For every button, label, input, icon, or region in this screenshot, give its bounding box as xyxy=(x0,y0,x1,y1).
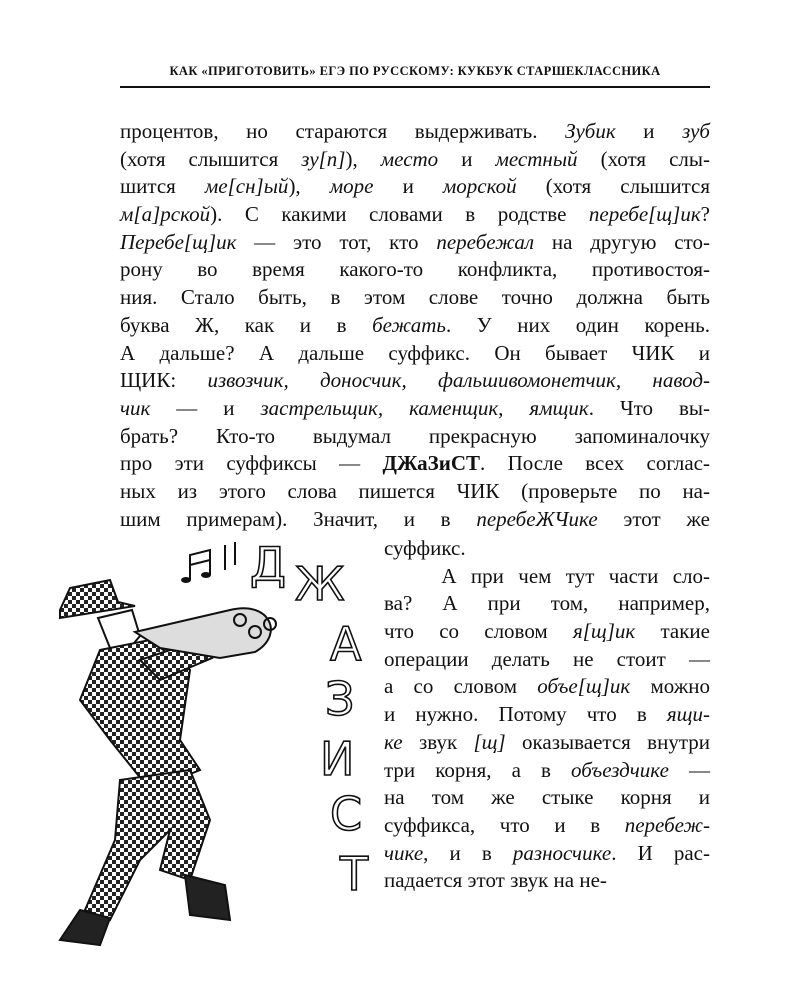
text-line xyxy=(120,340,710,368)
text-run: ). С какими словами в родстве xyxy=(210,202,589,227)
text-run: оказывается внутри xyxy=(505,729,710,754)
text-run: перебеЖЧике xyxy=(476,506,598,531)
text-run: перебежал xyxy=(436,229,534,254)
text-run: (хотя слышится xyxy=(120,146,302,171)
text-run: падается этот звук на не- xyxy=(384,868,607,893)
text-run: шим примерам). Значит, и в xyxy=(120,506,477,531)
text-run: и xyxy=(438,146,496,171)
text-run: . После всех соглас- xyxy=(480,451,710,476)
saxophonist-illustration xyxy=(40,540,380,980)
header-rule xyxy=(120,86,710,88)
text-run: на том же стыке корня и xyxy=(384,785,710,810)
text-run: местный xyxy=(495,146,578,171)
text-run: этот же xyxy=(597,506,710,531)
text-run: ), xyxy=(345,146,381,171)
illustration-letter: З xyxy=(325,672,355,726)
text-run: и xyxy=(373,174,443,199)
text-run: такие xyxy=(635,619,710,644)
illustration-letter: А xyxy=(330,617,362,671)
text-run: звук xyxy=(402,729,474,754)
text-run: шится xyxy=(120,174,205,199)
text-line xyxy=(120,423,710,451)
text-line xyxy=(120,173,710,201)
text-run: ме[сн]ый xyxy=(204,174,289,199)
text-line xyxy=(384,784,710,812)
illustration-letter: Ж xyxy=(295,557,345,611)
text-run: [щ] xyxy=(473,729,506,754)
text-run: ЩИК: xyxy=(120,368,208,393)
text-line xyxy=(120,284,710,312)
text-run: операции делать не стоит — xyxy=(384,646,710,671)
text-run: море xyxy=(329,174,374,199)
text-run: перебеж- xyxy=(624,812,710,837)
text-line xyxy=(384,757,710,785)
text-line xyxy=(120,256,710,284)
text-run: суффикс. xyxy=(384,536,466,560)
text-run: суффикса, что и в xyxy=(384,812,625,837)
text-run: чик xyxy=(120,395,151,420)
text-run: . Что вы- xyxy=(588,395,710,420)
text-line xyxy=(120,229,710,257)
text-run: место xyxy=(380,146,439,171)
text-run: (хотя слы- xyxy=(577,146,710,171)
text-run: — и xyxy=(150,395,261,420)
text-run: А дальше? А дальше суффикс. Он бывает ЧИК и xyxy=(120,340,710,365)
text-run: объе[щ]ик xyxy=(537,674,631,699)
text-run: Перебе[щ]ик xyxy=(120,229,237,254)
text-line xyxy=(384,563,710,591)
text-run: и нужно. Потому что в xyxy=(384,702,667,727)
text-run: объездчике xyxy=(571,757,669,782)
text-line xyxy=(384,840,710,868)
text-line xyxy=(384,673,710,701)
text-run: Зубик xyxy=(565,119,616,143)
text-line xyxy=(384,646,710,674)
text-run: ния. Стало быть, в этом слове точно должна быть xyxy=(120,285,710,310)
text-run: ? xyxy=(700,202,710,227)
text-run: . У них один корень. xyxy=(445,312,710,337)
text-line xyxy=(120,118,710,146)
text-run: морской xyxy=(442,174,517,199)
text-line xyxy=(384,729,710,757)
text-run: три корня, а в xyxy=(384,757,572,782)
text-line xyxy=(384,812,710,840)
text-line xyxy=(384,618,710,646)
text-run: извозчик, доносчик, фальшивомонетчик, навод- xyxy=(207,368,710,393)
illustration-letter: Т xyxy=(340,847,369,901)
text-run: что со словом xyxy=(384,619,573,644)
text-run: чике xyxy=(384,840,424,865)
text-run: про эти суффиксы — xyxy=(120,451,383,476)
text-line xyxy=(120,450,710,478)
text-run: зуб xyxy=(682,119,710,143)
narrow-column-text xyxy=(384,535,710,895)
text-run: , и в xyxy=(423,840,513,865)
text-run: на другую сто- xyxy=(534,229,711,254)
text-run: ящи- xyxy=(666,702,710,727)
illustration-letter: С xyxy=(330,787,363,841)
text-run: ке xyxy=(384,729,403,754)
text-run: и xyxy=(615,119,683,143)
text-run: бежать xyxy=(372,312,446,337)
text-line xyxy=(120,478,710,506)
text-run: брать? Кто-то выдумал прекрасную запоминалочку xyxy=(120,423,710,448)
text-run: разносчике xyxy=(512,840,612,865)
text-line xyxy=(120,146,710,174)
text-run: перебе[щ]ик xyxy=(588,202,701,227)
text-run: буква Ж, как и в xyxy=(120,312,373,337)
text-run: ва? А при том, например, xyxy=(384,591,710,616)
text-run: ДЖаЗиСТ xyxy=(382,451,481,476)
full-width-text xyxy=(120,118,710,533)
text-run: я[щ]ик xyxy=(572,619,636,644)
text-run: ных из этого слова пишется ЧИК (проверьте по на- xyxy=(120,478,710,503)
running-header: КАК «ПРИГОТОВИТЬ» ЕГЭ ПО РУССКОМУ: КУКБУК СТАРШЕКЛАССНИКА xyxy=(169,64,661,78)
text-line xyxy=(384,590,710,618)
text-run: ), xyxy=(288,174,330,199)
text-run: рону во время какого-то конфликта, противостоя- xyxy=(120,257,710,282)
text-line xyxy=(384,535,710,563)
illustration-letter: И xyxy=(320,732,355,786)
text-run: застрельщик, каменщик, ямщик xyxy=(260,395,589,420)
text-run: (хотя слышится xyxy=(516,174,710,199)
left-shoe xyxy=(60,910,110,945)
text-run: А при чем тут части сло- xyxy=(384,563,710,588)
text-run: процентов, но стараются выдерживать. xyxy=(120,119,566,143)
text-line xyxy=(384,701,710,729)
text-line xyxy=(120,506,710,534)
text-run: зу[п] xyxy=(301,146,346,171)
text-run: . И рас- xyxy=(611,840,710,865)
illustration-letter: Д xyxy=(250,540,286,591)
text-line xyxy=(120,201,710,229)
text-run: — xyxy=(668,757,711,782)
text-line xyxy=(120,395,710,423)
text-line xyxy=(384,867,710,895)
right-shoe xyxy=(185,875,230,920)
music-notes xyxy=(190,542,235,580)
text-run: м[а]рской xyxy=(120,202,211,227)
text-run: — это тот, кто xyxy=(236,229,437,254)
text-run: а со словом xyxy=(384,674,538,699)
text-line xyxy=(120,367,710,395)
text-line xyxy=(120,312,710,340)
text-run: можно xyxy=(630,674,710,699)
